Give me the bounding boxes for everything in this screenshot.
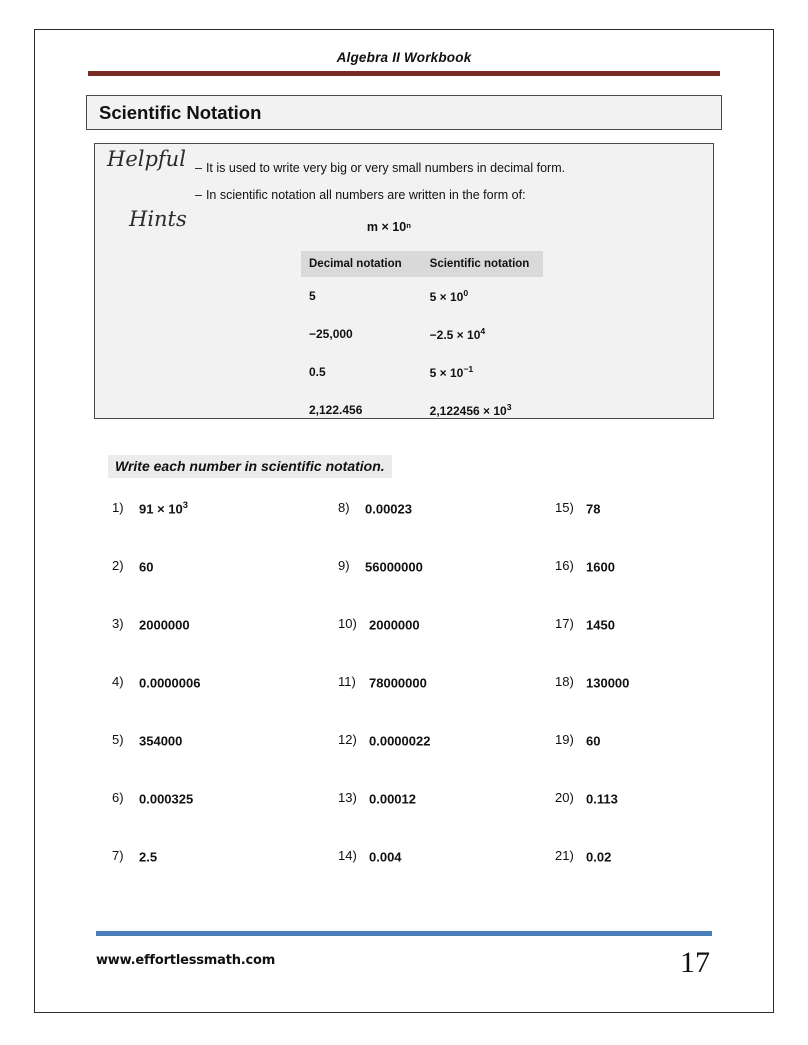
cell-mantissa: 5 × 10 <box>429 365 464 380</box>
problem-value-main: 2.5 <box>139 849 158 865</box>
problem-number: 3) <box>112 616 124 631</box>
problem-value <box>586 558 615 574</box>
problem-column-1 <box>112 500 332 906</box>
problem-value <box>139 848 157 864</box>
problem-value-main: 2000000 <box>369 617 420 633</box>
hint-bullet-2 <box>195 187 703 204</box>
problem-item <box>112 558 332 616</box>
hint-dash-2: – <box>195 187 202 202</box>
table-row <box>301 277 543 315</box>
problem-value <box>586 732 600 748</box>
problem-item <box>112 732 332 790</box>
problem-item <box>338 848 553 906</box>
problem-value-main: 60 <box>586 733 601 749</box>
problem-number: 18) <box>555 674 574 689</box>
problem-number: 17) <box>555 616 574 631</box>
page-number: 17 <box>680 946 710 979</box>
exercise-instruction: Write each number in scientific notation. <box>108 455 392 478</box>
problem-item <box>555 616 755 674</box>
helpful-hints-body <box>195 150 703 429</box>
table-header-decimal: Decimal notation <box>301 251 416 277</box>
problem-number: 4) <box>112 674 124 689</box>
problem-value-main: 0.00023 <box>365 501 412 517</box>
problem-number: 21) <box>555 848 574 863</box>
problem-value <box>369 616 420 632</box>
section-title-box <box>86 95 722 130</box>
hint-text-1: It is used to write very big or very small numbers in decimal form. <box>205 161 566 175</box>
problem-column-2 <box>338 500 553 906</box>
problem-item <box>112 500 332 558</box>
problem-item <box>555 558 755 616</box>
problem-value <box>139 616 190 632</box>
problem-value <box>369 848 402 864</box>
problem-item <box>338 558 553 616</box>
scientific-notation-formula: m × 10ⁿ <box>366 219 412 234</box>
document-header <box>60 30 748 65</box>
cell-exponent: 4 <box>480 325 486 336</box>
problem-grid <box>60 500 748 900</box>
hints-label-line1: Helpful <box>107 147 186 171</box>
workbook-title: Algebra II Workbook <box>336 50 472 65</box>
problem-item <box>338 790 553 848</box>
problem-value-main: 0.113 <box>586 791 618 807</box>
problem-value-main: 0.00012 <box>369 791 416 807</box>
hints-label-line2: Hints <box>129 207 187 232</box>
problem-number: 6) <box>112 790 124 805</box>
problem-value-main: 56000000 <box>365 559 423 575</box>
problem-value <box>586 616 615 632</box>
notation-examples-table <box>301 251 543 429</box>
problem-value-main: 0.02 <box>586 849 612 865</box>
problem-item <box>555 674 755 732</box>
problem-value <box>139 732 182 748</box>
problem-value <box>139 500 188 516</box>
problem-number: 16) <box>555 558 574 573</box>
problem-value <box>586 790 618 806</box>
problem-item <box>112 848 332 906</box>
problem-value <box>369 790 416 806</box>
problem-value-exp: 3 <box>182 500 188 510</box>
problem-item <box>112 674 332 732</box>
problem-value-main: 0.0000006 <box>139 675 201 691</box>
problem-item <box>555 790 755 848</box>
problem-value <box>586 674 629 690</box>
table-row <box>301 315 543 353</box>
problem-value-main: 0.0000022 <box>369 733 431 749</box>
page-content <box>35 30 773 1012</box>
cell-decimal: 2,122.456 <box>309 402 363 417</box>
cell-scientific <box>416 315 544 353</box>
cell-exponent: 3 <box>506 401 512 412</box>
cell-decimal: 5 <box>309 288 316 303</box>
problem-item <box>338 732 553 790</box>
problem-number: 9) <box>338 558 350 573</box>
problem-value <box>139 558 153 574</box>
cell-scientific <box>416 353 544 391</box>
problem-value <box>586 500 600 516</box>
problem-value-main: 0.000325 <box>139 791 194 807</box>
problem-number: 7) <box>112 848 124 863</box>
helpful-hints-box <box>94 143 714 419</box>
hint-dash-1: – <box>195 161 202 175</box>
problem-number: 13) <box>338 790 357 805</box>
problem-value <box>365 558 423 574</box>
cell-mantissa: 5 × 10 <box>429 289 464 304</box>
worksheet-page <box>34 29 774 1013</box>
cell-decimal: −25,000 <box>309 326 353 341</box>
problem-value <box>369 732 430 748</box>
problem-number: 10) <box>338 616 357 631</box>
problem-item <box>555 500 755 558</box>
problem-value-main: 1600 <box>586 559 615 575</box>
problem-value-main: 130000 <box>586 675 630 691</box>
problem-number: 19) <box>555 732 574 747</box>
cell-decimal: 0.5 <box>309 364 326 379</box>
problem-item <box>112 616 332 674</box>
problem-number: 2) <box>112 558 124 573</box>
problem-value-main: 2000000 <box>139 617 190 633</box>
header-divider <box>88 71 720 76</box>
problem-value-main: 78 <box>586 501 601 517</box>
hint-text-2: In scientific notation all numbers are written in the form of: <box>205 187 526 202</box>
problem-number: 20) <box>555 790 574 805</box>
table-row <box>301 353 543 391</box>
problem-number: 11) <box>338 674 356 689</box>
problem-column-3 <box>555 500 755 906</box>
problem-item <box>338 616 553 674</box>
problem-value-main: 91 × 10 <box>139 501 183 517</box>
problem-value-main: 0.004 <box>369 849 402 865</box>
problem-item <box>338 674 553 732</box>
problem-value <box>365 500 412 516</box>
problem-value-main: 78000000 <box>369 675 427 691</box>
problem-value-main: 1450 <box>586 617 615 633</box>
footer-divider <box>96 931 712 936</box>
footer-website-link[interactable]: www.effortlessmath.com <box>96 953 276 968</box>
table-header-scientific: Scientific notation <box>416 251 544 277</box>
problem-value-main: 60 <box>139 559 154 575</box>
cell-exponent: −1 <box>463 363 474 374</box>
problem-value <box>139 790 193 806</box>
table-header-row <box>301 251 543 277</box>
problem-value-main: 354000 <box>139 733 183 749</box>
problem-number: 15) <box>555 500 574 515</box>
table-row <box>301 391 543 429</box>
cell-scientific <box>416 391 544 429</box>
problem-value <box>139 674 200 690</box>
problem-number: 8) <box>338 500 350 515</box>
cell-mantissa: 2,122456 × 10 <box>429 403 507 418</box>
problem-number: 5) <box>112 732 124 747</box>
problem-value <box>369 674 427 690</box>
problem-item <box>555 732 755 790</box>
page-title: Scientific Notation <box>99 101 262 123</box>
cell-exponent: 0 <box>463 287 469 298</box>
cell-mantissa: −2.5 × 10 <box>429 327 481 342</box>
problem-item <box>555 848 755 906</box>
problem-number: 14) <box>338 848 357 863</box>
problem-number: 1) <box>112 500 124 515</box>
problem-item <box>112 790 332 848</box>
problem-item <box>338 500 553 558</box>
problem-number: 12) <box>338 732 357 747</box>
cell-scientific <box>416 277 544 315</box>
problem-value <box>586 848 611 864</box>
hint-bullet-1 <box>195 160 703 177</box>
